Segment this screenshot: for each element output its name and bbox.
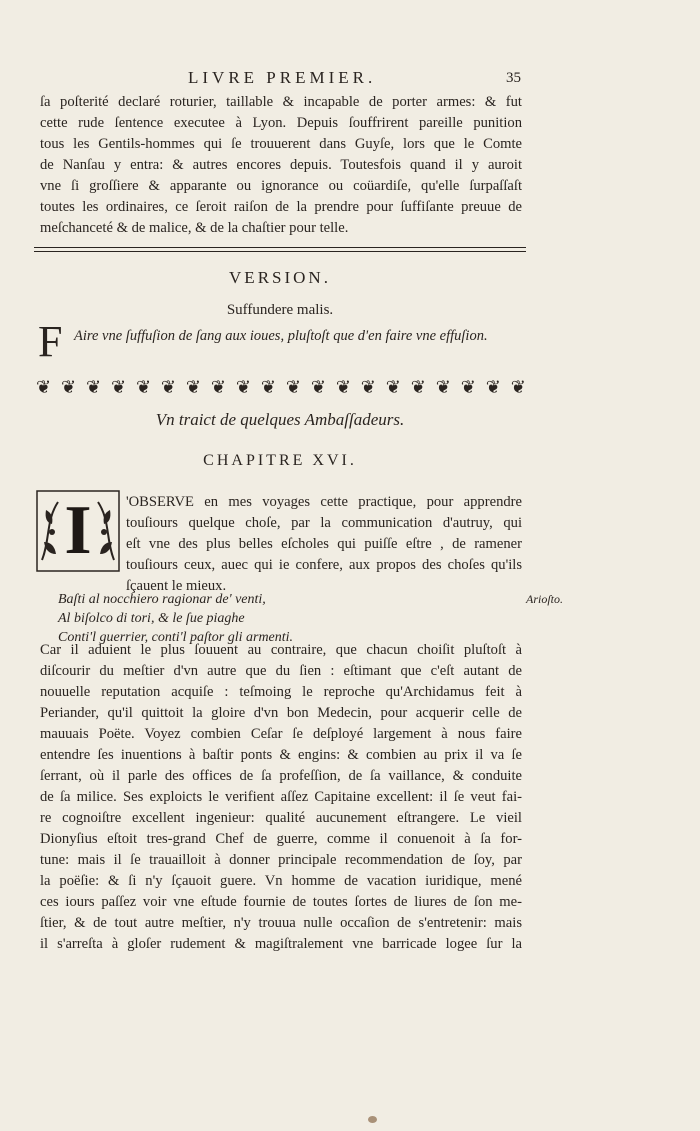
text-line: vne ſi groſſiere & apparante ou ignorance ou coüardiſe, qu'elle ſurpaſſaſt [40,178,522,194]
ornament-glyph: ❦ [110,376,127,397]
ornament-glyph: ❦ [210,376,226,397]
version-french: Aire vne ſuffuſion de ſang aux ioues, pluſtoſt que d'en faire vne effuſion. [74,328,488,344]
ornament-glyph: ❦ [510,376,526,397]
chapter-label: CHAPITRE XVI. [203,452,357,469]
text-line: ſçauent le mieux. [126,578,227,594]
ornament-glyph: ❦ [485,376,501,397]
verse-line: Baſti al nocchiero ragionar de' venti, [58,592,266,607]
verse-quotation [58,590,293,647]
text-line: 'OBSERVE en mes voyages cette practique, pour apprendre [126,494,522,510]
ornament-glyph: ❦ [160,376,177,397]
version-latin: Suffundere malis. [226,302,334,318]
text-line: Car il aduient le plus ſouuent au contraire, que chacun choiſit pluſtoſt à [40,642,522,658]
text-line: nouuelle reputation acquiſe : teſmoing le reproche qu'Archidamus feit à [40,684,522,700]
text-line: touſiours ceux, auec qui ie confere, aux propos des choſes qu'ils [126,557,522,573]
version-heading: VERSION. [229,268,331,287]
text-line: la poëſie: & ſi n'y ſçauoit guere. Vn homme de vacation iuridique, mené [40,873,522,889]
text-line: de Nanſau y entra: & autres encores depuis. Toutesfois quand il y auroit [40,157,522,173]
ornament-glyph: ❦ [235,376,251,397]
version-initial: F [38,317,63,366]
ornament-glyph: ❦ [185,376,201,397]
intro-paragraph [40,92,522,239]
text-line: meſchanceté & de malice, & de la chaſtier pour telle. [40,220,349,236]
text-line: cette rude ſentence executee à Lyon. Depuis ſouffrirent pareille punition [40,115,522,131]
ornament-band [36,376,526,398]
margin-note: Arioſto. [526,592,564,606]
ornament-glyph: ❦ [360,376,376,397]
ornament-glyph: ❦ [410,376,426,397]
chapter-first-paragraph [126,492,522,597]
ornament-glyph: ❦ [36,376,52,397]
verse-line: Al biſolco di tori, & le ſue piaghe [58,611,245,626]
text-line: tune: mais il ſe trauailloit à donner principale recommendation de ſoy, par [40,852,522,868]
text-line: re cognoiſtre excellent ingenieur: qualité aucunement eſtrangere. Le vieil [40,810,522,826]
ornament-glyph: ❦ [335,376,351,397]
running-head [0,68,700,92]
ornament-glyph: ❦ [260,376,276,397]
ornament-glyph: ❦ [460,376,476,397]
text-line: ſerrant, où il parle des offices de ſa profeſſion, de ſa vaillance, & conduite [40,768,522,784]
verse-line: Conti'l guerrier, conti'l paſtor gli armenti. [58,630,294,645]
text-line: Dionyſius eſtoit tres-grand Chef de guerre, comme il conuenoit à ſa for- [40,831,522,847]
text-line: ces iours paſſez voir vne eſtude fournie de toutes ſortes de liures de ſon me- [40,894,522,910]
text-line: de ſa milice. Ses exploicts le verifient aſſez Capitaine excellent: il ſe veut fai- [40,789,522,805]
text-line: toutes les ordinaires, ce ſeroit raiſon de la prendre pour ſuffiſante preuue de [40,199,522,215]
ornament-glyph: ❦ [435,376,451,397]
running-title: LIVRE PREMIER. [188,68,377,87]
text-line: mauuais Poëte. Voyez combien Ceſar ſe deſployé largement à nous faire [40,726,522,742]
section-rule [34,247,526,252]
ornament-glyph: ❦ [310,376,326,397]
ornament-glyph: ❦ [135,376,152,397]
initial-letter: I [64,492,92,569]
text-line: entendre ſes inuentions à baſtir ponts & engins: & combien au prix il va ſe [40,747,522,763]
ornament-glyph: ❦ [285,376,301,397]
ornament-glyph: ❦ [60,376,77,397]
ornament-glyph: ❦ [385,376,401,397]
main-paragraph [40,640,522,955]
text-line: Periander, qu'il quittoit la gloire d'vn bon Medecin, pour acquerir celle de [40,705,522,721]
text-line: tous les Gentils-hommes qui ſe trouuerent dans Guyſe, lors que le Comte [40,136,522,152]
chapter-subtitle: Vn traict de quelques Ambaſſadeurs. [155,410,405,429]
ornament-glyph: ❦ [85,376,102,397]
text-line: il s'arreſta à gloſer rudement & magiſtralement vne barricade logee ſur la [40,936,522,952]
paper-stain [368,1116,377,1123]
text-line: ſtier, & de tout autre meſtier, n'y trouua nulle occaſion de s'entretenir: mais [40,915,522,931]
text-line: ſa poſterité declaré roturier, taillable & incapable de porter armes: & fut [40,94,522,110]
text-line: eſt vne des plus belles eſcholes qui puiſſe eſtre , de ramener [126,536,522,552]
decorated-initial [36,490,120,572]
page-number: 35 [506,70,521,86]
text-line: diſcourir du meſtier d'vn autre que du ſien : eſtimant que c'eſt autant de [40,663,522,679]
text-line: touſiours quelque choſe, par la communication d'autruy, qui [126,515,522,531]
